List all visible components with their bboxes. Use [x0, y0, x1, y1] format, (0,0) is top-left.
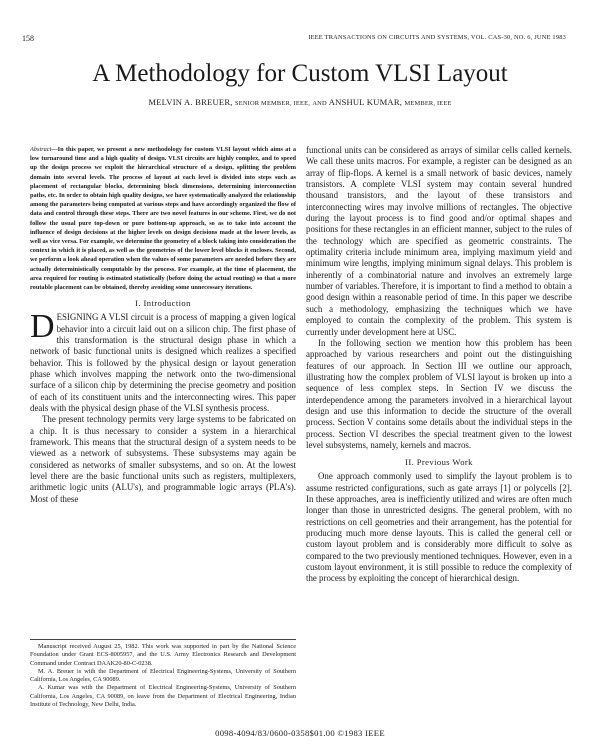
paper-title: A Methodology for Custom VLSI Layout [92, 60, 508, 87]
footnote-author-2: A. Kumar was with the Department of Electrical Engineering-Systems, University of Southern California, Los Angeles, CA 90089, on leave from the Department of Electrical Engineering, Indian Institute of Technology, New Delhi, India. [30, 684, 296, 709]
author-2-role: MEMBER, IEEE [404, 100, 452, 107]
intro-paragraph-1 [30, 308, 296, 414]
author-line [0, 97, 600, 107]
left-column [30, 145, 296, 635]
right-paragraph-1: functional units can be considered as arrays of similar cells called kernels. We call these units macros. For example, a register can be designed as an array of flip-flops. A kernel is a small network of basic devices, namely transistors. A complete VLSI system may contain several hundred thousand transistors, and the layout of these transistors and interconnecting wires may involve millions of rectangles. The objective during the layout process is to find good and/or optimal shapes and positions for these rectangles in an efficient manner, subject to the rules of the technology which are specified as geometric constraints. The optimality criteria include minimum area, implying maximum yield and minimum wire lengths, implying minimum signal delays. This problem is inherently of a combinatorial nature and involves an extremely large number of variables. Therefore, it is important to find a method to obtain a good design within a reasonable period of time. In this paper we describe such a methodology, emphasizing the techniques which we have employed to contain the complexity of the problem. This system is currently under development here at USC. [306, 145, 572, 337]
author-and: AND [312, 100, 327, 107]
right-paragraph-2: In the following section we mention how this problem has been approached by various researchers and point out the distinguishing features of our approach. In Section III we outline our approach, illustrating how the complex problem of VLSI layout is broken up into a sequence of less complex steps. In Section IV we discuss the interdependence among the parameters involved in a hierarchical layout design and use this information to decide the structure of the overall process. Section V contains some details about the individual steps in the process. Section VI describes the special treatment given to the lowest level subsystems, namely, kernels and macros. [306, 337, 572, 450]
section-heading-introduction: I. Introduction [135, 298, 191, 309]
copyright-footer: 0098-4094/83/0600-0358$01.00 ©1983 IEEE [215, 728, 385, 738]
author-1-role: SENIOR MEMBER, IEEE, [234, 100, 310, 107]
running-header: IEEE TRANSACTIONS ON CIRCUITS AND SYSTEMS, VOL. CAS-30, NO. 6, JUNE 1983 [308, 34, 566, 41]
right-column [306, 145, 572, 723]
intro-paragraph-1-text: ESIGNING A VLSI circuit is a process of mapping a given logical behavior into a circuit laid out on a silicon chip. The first phase of this transformation is the structural design phase in which a network of basic functional units is designed which realizes a specified behavior. This is followed by the physical design or layout generation phase which involves mapping the network onto the two-dimensional surface of a silicon chip by determining the precise geometry and position of each of its constituent units and the interconnecting wires. This paper deals with the physical design phase of the VLSI synthesis process. [30, 312, 296, 413]
author-2: ANSHUL KUMAR, [328, 97, 403, 107]
previous-work-paragraph-1: One approach commonly used to simplify the layout problem is to assume restricted configurations, such as gate arrays [1] or polycells [2]. In these approaches, area is inefficiently utilized and wires are often much longer than those in unrestricted designs. The general problem, with no restrictions on cell geometries and their arrangement, has the potential for producing much more dense layouts. This is called the general cell or custom layout problem and is considerably more difficult to solve as compared to the two previously mentioned techniques. However, even in a custom layout environment, it is still possible to reduce the complexity of the process by exploiting the concept of hierarchical design. [306, 471, 572, 584]
drop-cap: D [30, 308, 55, 346]
footnote-author-1: M. A. Breuer is with the Department of Electrical Engineering-Systems, University of Southern California, Los Angeles, CA 90089. [30, 667, 296, 684]
abstract-text: —In this paper, we present a new methodology for custom VLSI layout which aims at a low turnaround time and a high quality of design. VLSI circuits are highly complex, and to speed up the design process we exploit the hierarchical structure of a design, splitting the problem domain into several levels. The process of layout at each level is divided into steps such as placement of rectangular blocks, determining block dimensions, determining interconnection paths, etc. In order to obtain high quality designs, we have systematically analyzed the relationship among the parameters being computed at various steps and have accordingly organized the flow of data and control through these steps. There are two novel features in our scheme. First, we do not follow the usual pure top-down or pure bottom-up approach, so as to take into account the influence of design decisions at the higher levels on design decisions made at the lower levels, as well as vice versa. For example, we determine the geometry of a block taking into consideration the context in which it is placed, as well as the geometries of the lower level blocks it encloses. Second, we perform a look ahead operation when the values of some parameters are needed before they are actually deterministically computable by the process. For example, at the time of placement, the area required for routing is estimated statistically (before doing the actual routing) so that a more routable placement can be obtained, thereby avoiding some unnecessary iterations. [30, 146, 296, 292]
author-1: MELVIN A. BREUER, [148, 97, 233, 107]
footnotes [30, 639, 296, 709]
section-heading-previous-work: II. Previous Work [405, 457, 473, 468]
intro-paragraph-2: The present technology permits very large systems to be fabricated on a chip. It is thus necessary to consider a system in a hierarchical framework. This means that the structural design of a system needs to be viewed as a network of subsystems. These subsystems may again be considered as networks of smaller subsystems, and so on. At the lowest level there are the basic functional units such as registers, multiplexers, arithmetic logic units (ALU's), and programmable logic arrays (PLA's). Most of these [30, 414, 296, 504]
abstract-label: Abstract [30, 146, 52, 153]
abstract [30, 145, 296, 292]
footnote-manuscript: Manuscript received August 25, 1982. This work was supported in part by the National Science Foundation under Grant ECS-8005957, and the U.S. Army Electronics Research and Development Command under Contract DAAK20-80-C-0238. [30, 643, 296, 667]
page-number: 158 [22, 34, 34, 43]
